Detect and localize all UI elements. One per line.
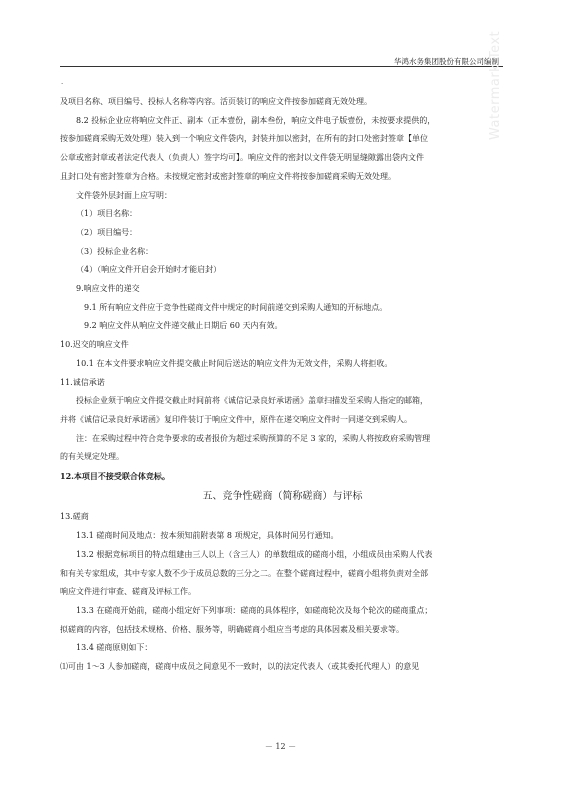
paragraph-line: 9.1 所有响应文件应于竞争性磋商文件中规定的时间前递交到采购人通知的开标地点。: [84, 302, 388, 312]
header-organization: 华鸿水务集团股份有限公司编制: [394, 57, 499, 66]
section-heading: 10.迟交的响应文件: [60, 340, 129, 350]
header-rule: [60, 66, 503, 67]
watermark: Watermark Text: [488, 30, 503, 140]
paragraph-line: 13.4 磋商原则如下：: [76, 643, 153, 653]
list-item: （3）投标企业名称：: [76, 246, 154, 256]
document-body: [60, 93, 505, 677]
paragraph-line: 并将《诚信记录良好承诺函》复印件装订于响应文件中，原件在递交响应文件时一同递交到采购人。: [60, 414, 412, 424]
paragraph-line: 和有关专家组成，其中专家人数不少于成员总数的三分之二。在整个磋商过程中，磋商小组将负责对全部: [60, 568, 428, 578]
paragraph-line: 文件袋外层封面上应写明：: [76, 190, 172, 200]
paragraph-line: 10.1 在本文件要求响应文件提交截止时间后送达的响应文件为无效文件，采购人将拒收。: [76, 358, 393, 368]
paragraph-line: 13.2 根据竞标项目的特点组建由三人以上（含三人）的单数组成的磋商小组，小组成员由采购人代表: [76, 549, 433, 559]
margin-dot: ·: [61, 80, 64, 88]
paragraph-line: 8.2 投标企业应将响应文件正、副本（正本壹份，副本叁份，响应文件电子版壹份，未按要求提供的，: [76, 115, 436, 125]
paragraph-line: 公章或密封章或者法定代表人（负责人）签字均可】。响应文件的密封以文件袋无明显缝隙露出袋内文件: [60, 153, 424, 163]
section-heading: 12.本项目不接受联合体竞标。: [60, 471, 170, 482]
section-heading: 9.响应文件的递交: [76, 284, 140, 294]
paragraph-line: ⑴可由 1～3 人参加磋商，磋商中成员之间意见不一致时，以的法定代表人（或其委托代理人）的意见: [60, 662, 420, 672]
paragraph-line: 及项目名称、项目编号、投标人名称等内容。活页装订的响应文件按参加磋商无效处理。: [60, 97, 372, 106]
paragraph-line: 且封口处有密封签章为合格。未按规定密封或密封签章的响应文件将按参加磋商采购无效处理。: [60, 171, 396, 181]
section-heading: 13.磋商: [60, 512, 89, 522]
paragraph-line: 13.3 在磋商开始前，磋商小组定好下列事项：磋商的具体程序，如磋商轮次及每个轮次的磋商重点；: [76, 605, 433, 615]
section-heading: 11.诚信承诺: [60, 377, 105, 387]
paragraph-line: 拟磋商的内容，包括技术规格、价格、服务等，明确磋商小组应当考虑的具体因素及相关要求等。: [60, 624, 404, 634]
chapter-title: 五、竞争性磋商（简称磋商）与评标: [202, 490, 363, 502]
paragraph-line: 的有关规定处理。: [60, 452, 124, 462]
paragraph-line: 注：在采购过程中符合竞争要求的或者报价为超过采购预算的不足 3 家的，采购人将按政府采购管理: [76, 433, 431, 443]
paragraph-line: 响应文件进行审查、磋商及评标工作。: [60, 587, 196, 597]
paragraph-line: 投标企业须于响应文件提交截止时间前将《诚信记录良好承诺函》盖章扫描发至采购人指定的邮箱，: [76, 396, 428, 406]
page-number: － 12 －: [264, 742, 297, 751]
list-item: （4）（响应文件开启会开始时才能启封）: [76, 265, 222, 275]
list-item: （1）项目名称：: [76, 209, 138, 219]
paragraph-line: 13.1 磋商时间及地点：按本须知前附表第 8 项规定，具体时间另行通知。: [76, 531, 339, 541]
paragraph-line: 按参加磋商采购无效处理）装入到一个响应文件袋内，封装并加以密封，在所有的封口处密封签章【单位: [60, 134, 428, 144]
list-item: （2）项目编号：: [76, 227, 138, 237]
paragraph-line: 9.2 响应文件从响应文件递交截止日期后 60 天内有效。: [84, 321, 283, 331]
